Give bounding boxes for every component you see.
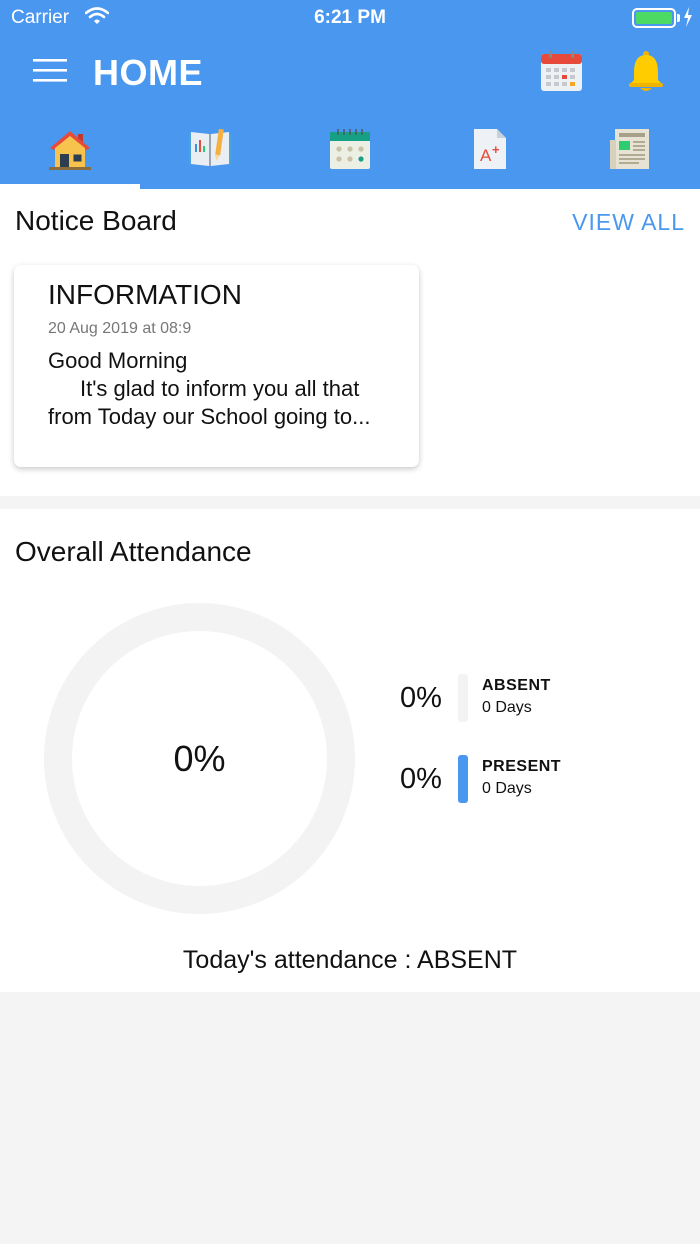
- attendance-title: Overall Attendance: [15, 536, 252, 567]
- page-title: HOME: [93, 52, 203, 93]
- absent-days: 0 Days: [482, 699, 532, 716]
- notice-body: [48, 347, 418, 431]
- notice-line: It's glad to inform you all that: [80, 376, 360, 401]
- attendance-section: [0, 509, 700, 992]
- bell-icon: [627, 50, 665, 92]
- status-bar: [0, 0, 700, 36]
- calendar-icon: [540, 51, 583, 92]
- news-icon: [609, 128, 651, 170]
- absent-label: ABSENT: [482, 677, 551, 694]
- home-icon: [49, 128, 91, 170]
- charging-icon: [683, 6, 693, 34]
- notice-date: 20 Aug 2019 at 08:9: [48, 320, 192, 337]
- menu-button[interactable]: [33, 57, 69, 85]
- tab-timetable[interactable]: [280, 114, 420, 189]
- notice-board-section: [0, 189, 700, 496]
- legend-present: [400, 755, 680, 805]
- notice-title: INFORMATION: [48, 279, 242, 310]
- tab-grades[interactable]: [420, 114, 560, 189]
- tab-bar: [0, 114, 700, 189]
- notification-button[interactable]: [627, 50, 665, 97]
- homework-icon: [189, 128, 231, 168]
- battery-tip: [677, 14, 680, 22]
- grades-icon: [472, 128, 508, 170]
- tab-home[interactable]: [0, 114, 140, 189]
- absent-color-bar: [458, 674, 468, 722]
- view-all-button[interactable]: VIEW ALL: [572, 209, 685, 235]
- overall-attendance-percent: 0%: [173, 737, 226, 779]
- hamburger-icon: [33, 57, 69, 85]
- notice-board-title: Notice Board: [15, 205, 177, 236]
- timetable-icon: [329, 128, 371, 170]
- legend-absent: [400, 674, 680, 724]
- app-header: [0, 0, 700, 189]
- svg-text:+: +: [492, 142, 500, 157]
- present-label: PRESENT: [482, 758, 562, 775]
- notice-card[interactable]: [14, 265, 419, 467]
- carrier-label: Carrier: [11, 7, 70, 28]
- calendar-button[interactable]: [540, 51, 583, 97]
- present-color-bar: [458, 755, 468, 803]
- battery-icon: [632, 8, 676, 28]
- absent-percent: 0%: [400, 682, 442, 714]
- today-attendance-status: Today's attendance : ABSENT: [182, 946, 518, 974]
- tab-news[interactable]: [560, 114, 700, 189]
- present-percent: 0%: [400, 763, 442, 795]
- clock: 6:21 PM: [314, 7, 386, 28]
- svg-text:A: A: [480, 146, 492, 165]
- tab-homework[interactable]: [140, 114, 280, 189]
- notice-line: from Today our School going to...: [48, 404, 371, 429]
- present-days: 0 Days: [482, 780, 532, 797]
- notice-line: Good Morning: [48, 348, 188, 373]
